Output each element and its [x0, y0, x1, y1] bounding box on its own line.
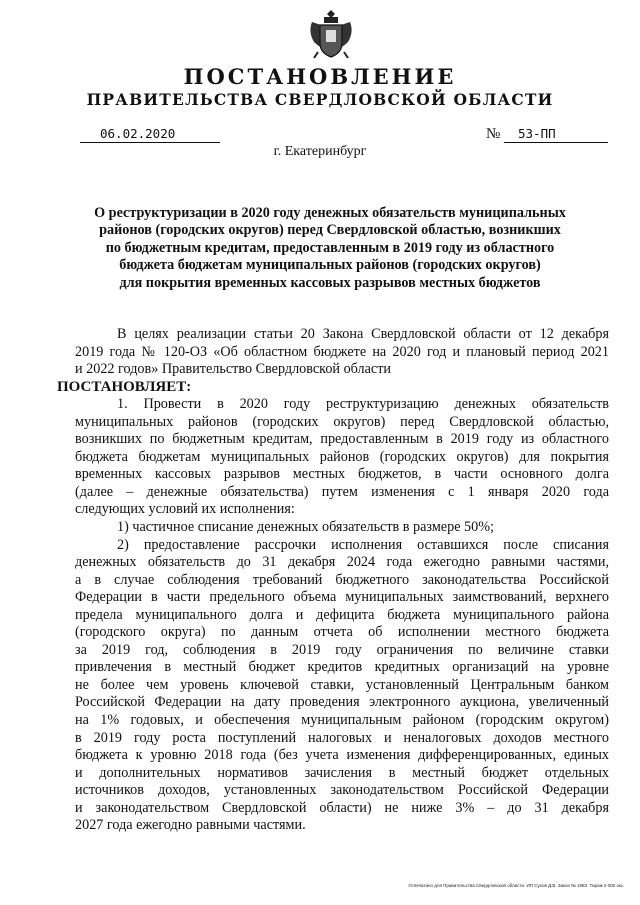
print-footer: Отпечатано для Правительства Свердловской области. ИП Сухов Д.В. Заказ № 1983. Тираж 2 000 экз.	[408, 883, 624, 888]
body-line: денежных обязательств до 31 декабря 2024 года ежегодно равными частями,	[75, 554, 609, 571]
body-line: и дополнительных нормативов зачисления в местный бюджет отдельных	[75, 764, 609, 781]
body-line: Федерации в части предельного объема муниципальных заимствований, верхнего	[75, 589, 609, 606]
body-line: и законодательством Свердловской области) не ниже 3% – до 31 декабря	[75, 799, 609, 816]
heading-line: по бюджетным кредитам, предоставленным в 2019 году из областного	[105, 239, 555, 256]
heading-line: районов (городских округов) перед Свердловской областью, возникших	[99, 222, 561, 239]
body-line: муниципальных районов (городских округов) перед Свердловской областью,	[75, 413, 609, 430]
body-line: а в случае соблюдения требований бюджетного законодательства Российской	[75, 571, 609, 588]
city: г. Екатеринбург	[273, 144, 367, 159]
heading-line: для покрытия временных кассовых разрывов местных бюджетов	[119, 274, 541, 291]
body-line: бюджета к уровню 2018 года (без учета изменения дифференцированных, единых	[75, 747, 609, 764]
document-body	[57, 326, 609, 835]
document-date: 06.02.2020	[100, 126, 176, 141]
body-line: в 2019 году роста поступлений налоговых и неналоговых доходов местного	[75, 729, 609, 746]
document-subtitle: ПРАВИТЕЛЬСТВА СВЕРДЛОВСКОЙ ОБЛАСТИ	[86, 90, 554, 109]
body-line: 2019 года № 120-ОЗ «Об областном бюджете на 2020 год и плановый период 2021	[75, 343, 609, 360]
body-line: возникших по бюджетным кредитам, предоставленным в 2019 году из областного	[75, 431, 609, 448]
body-line: источников доходов, установленных законодательством Российской Федерации	[75, 782, 609, 799]
heading-line: О реструктуризации в 2020 году денежных обязательств муниципальных	[94, 205, 566, 221]
body-line: бюджета бюджетам муниципальных районов (городских округов) для покрытия	[75, 448, 609, 465]
body-line: 2) предоставление рассрочки исполнения оставшихся после списания	[117, 536, 609, 553]
body-line: (городского округа) по данным отчета об исполнении местного бюджета	[75, 624, 609, 641]
document-number: 53-ПП	[518, 126, 556, 141]
body-line: привлечения в местный бюджет кредитов кредитных организаций на уровне	[75, 659, 609, 676]
body-line: за 2019 год, соблюдения в 2019 году ограничения по величине ставки	[75, 641, 609, 658]
body-line: следующих условий их исполнения:	[75, 501, 295, 518]
body-line: 1) частичное списание денежных обязательств в размере 50%;	[117, 519, 494, 536]
body-line: В целях реализации статьи 20 Закона Свердловской области от 12 декабря	[117, 326, 609, 342]
coat-of-arms-emblem	[306, 8, 356, 62]
document-heading	[60, 205, 600, 292]
document-title: ПОСТАНОВЛЕНИЕ	[183, 64, 457, 89]
body-line: 2027 года ежегодно равными частями.	[75, 817, 306, 834]
body-line: и 2022 годов» Правительство Свердловской области	[75, 361, 391, 378]
body-line: Российской Федерации на дату проведения электронного аукциона, увеличенный	[75, 694, 609, 711]
body-line: на 1% годовых, и обеспечения муниципальным районом (городским округом)	[75, 712, 609, 729]
number-label: №	[486, 126, 501, 142]
body-line: 1. Провести в 2020 году реструктуризацию денежных обязательств	[117, 396, 609, 413]
body-line: предела муниципального долга и дефицита бюджета муниципального района	[75, 606, 609, 623]
heading-line: бюджета бюджетам муниципальных районов (городских округов)	[119, 257, 541, 274]
body-line: временных кассовых разрывов местных бюджетов, в части основного долга	[75, 466, 609, 483]
resolves-heading: ПОСТАНОВЛЯЕТ:	[57, 378, 192, 395]
body-line: не более чем уровень ключевой ставки, установленный Центральным банком	[75, 676, 609, 693]
body-line: (далее – денежные обязательства) путем изменения с 1 января 2020 года	[75, 483, 609, 500]
